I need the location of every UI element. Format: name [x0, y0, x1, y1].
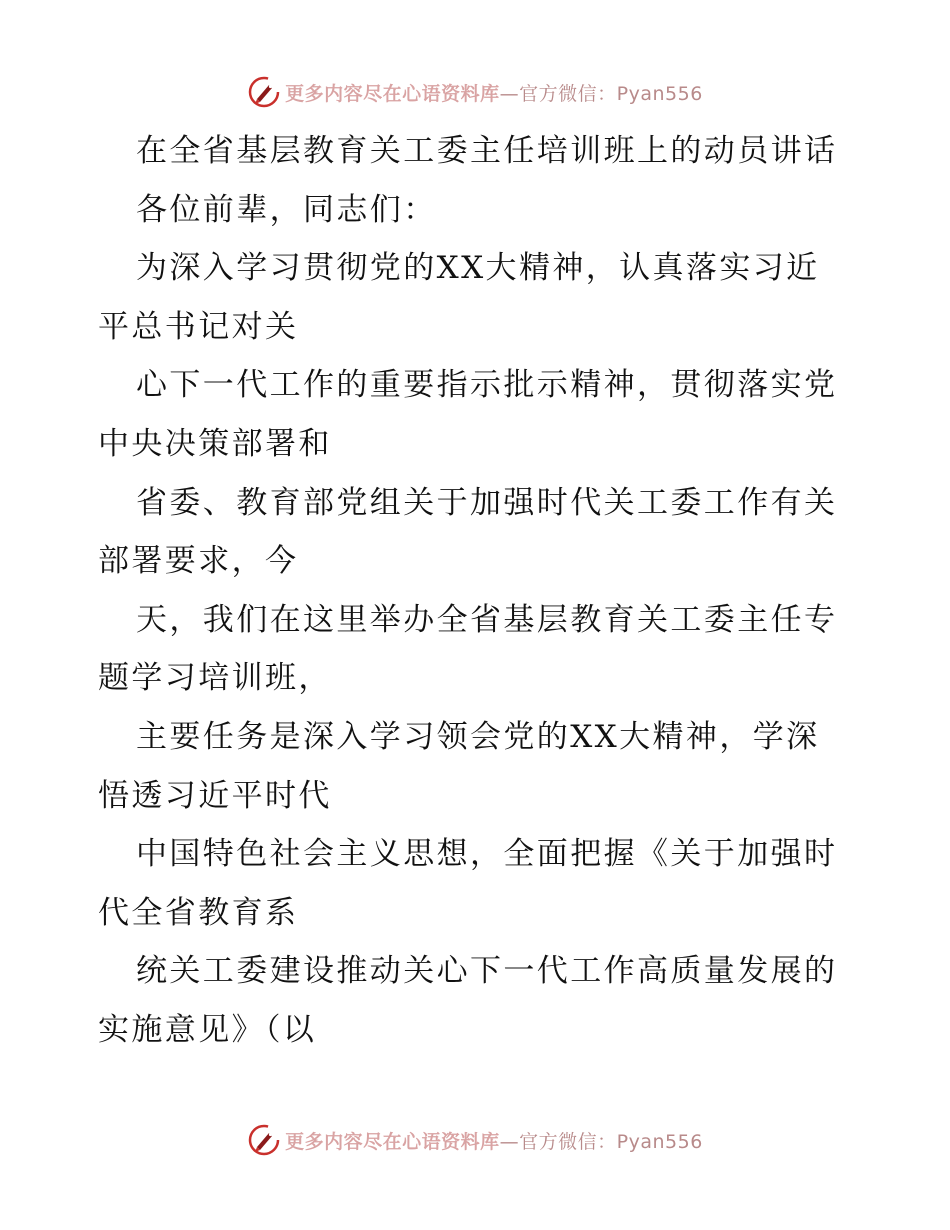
- footer-watermark: [0, 1120, 950, 1160]
- text-line: 省委、教育部党组关于加强时代关工委工作有关: [136, 484, 838, 521]
- text-line: 悟透习近平时代: [98, 777, 332, 814]
- text-line: 实施意见》（以: [98, 1011, 317, 1048]
- pen-nib-icon: [247, 75, 281, 109]
- text-line: 部署要求，今: [98, 543, 299, 580]
- watermark-text: 更多内容尽在心语资料库—官方微信：Pyan556: [285, 82, 703, 105]
- text-line: 为深入学习贯彻党的XX大精神，认真落实习近: [136, 250, 820, 287]
- salutation: 各位前辈，同志们：: [136, 191, 437, 228]
- text-line: 中国特色社会主义思想，全面把握《关于加强时: [136, 836, 838, 873]
- header-watermark: [0, 72, 950, 112]
- document-title: 在全省基层教育关工委主任培训班上的动员讲话: [136, 133, 838, 169]
- watermark-text: 更多内容尽在心语资料库—官方微信：Pyan556: [285, 1130, 703, 1153]
- text-line: 统关工委建设推动关心下一代工作高质量发展的: [136, 953, 838, 990]
- text-line: 平总书记对关: [98, 308, 299, 345]
- text-line: 主要任务是深入学习领会党的XX大精神，学深: [136, 718, 820, 755]
- text-line: 中央决策部署和: [98, 425, 332, 462]
- text-line: 题学习培训班，: [98, 660, 332, 697]
- document-body: [98, 122, 858, 1060]
- text-line: 天，我们在这里举办全省基层教育关工委主任专: [136, 601, 838, 638]
- text-line: 代全省教育系: [98, 894, 299, 931]
- pen-nib-icon: [247, 1123, 281, 1157]
- text-line: 心下一代工作的重要指示批示精神，贯彻落实党: [136, 367, 838, 404]
